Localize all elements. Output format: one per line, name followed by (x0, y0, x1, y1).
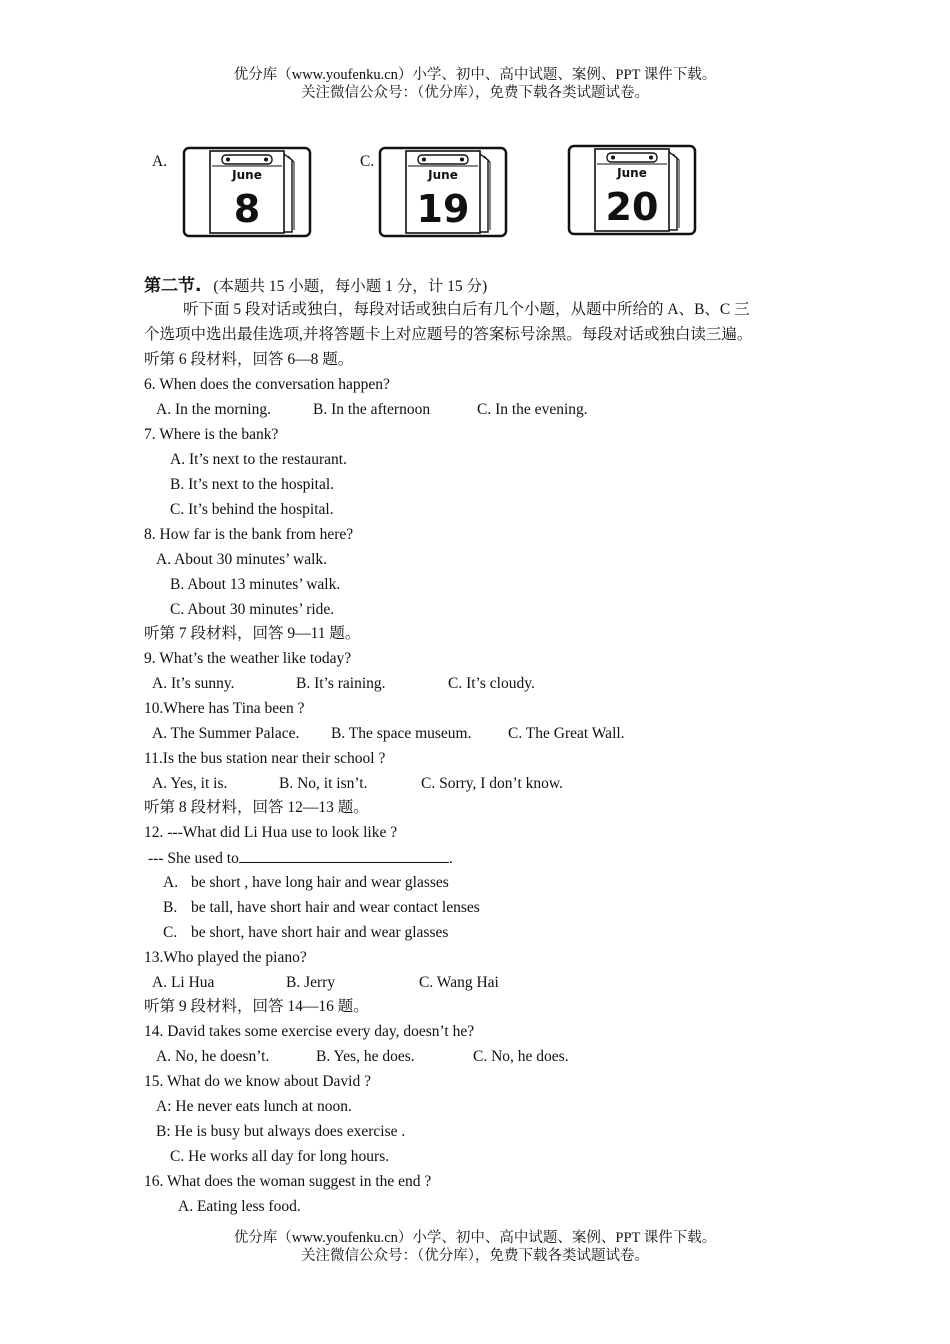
section-2-instructions-line-1: 听下面 5 段对话或独白，每段对话或独白后有几个小题，从题中所给的 A、B、C 三 (183, 301, 750, 318)
calendar-3-day: 20 (605, 185, 659, 229)
question-10-option-c: C. The Great Wall. (508, 725, 625, 742)
calendar-1-month: June (232, 168, 262, 182)
question-12-reply-prefix: --- She used to (148, 850, 239, 867)
section-2-heading (144, 276, 487, 297)
calendar-option-c-label: C. (360, 153, 375, 170)
question-9-option-c: C. It’s cloudy. (448, 675, 535, 692)
calendar-2-day: 19 (416, 187, 470, 231)
question-12-reply (148, 848, 453, 869)
question-6-option-b: B. In the afternoon (313, 401, 431, 418)
section-2-instructions-line-2: 个选项中选出最佳选项,并将答题卡上对应题号的答案标号涂黑。每段对话或独白读三遍。 (144, 326, 753, 343)
question-12-option-a: be short , have long hair and wear glasses (191, 874, 449, 891)
passage-7-intro: 听第 7 段材料，回答 9—11 题。 (144, 625, 361, 642)
question-12-option-a-label: A. (163, 874, 179, 891)
question-7-option-b: B. It’s next to the hospital. (170, 476, 335, 493)
question-16-option-a: A. Eating less food. (178, 1198, 301, 1215)
question-12-option-c: be short, have short hair and wear glasses (191, 924, 449, 941)
question-13-option-a: A. Li Hua (152, 974, 215, 991)
question-12-option-c-label: C. (163, 924, 178, 941)
question-6-stem: 6. When does the conversation happen? (144, 376, 390, 393)
calendar-june-8-icon (182, 146, 312, 238)
question-11-option-b: B. No, it isn’t. (279, 775, 368, 792)
section-2-title: 第二节. (144, 276, 202, 296)
question-13-option-b: B. Jerry (286, 974, 336, 991)
question-6-option-a: A. In the morning. (156, 401, 271, 418)
question-11-stem: 11.Is the bus station near their school ? (144, 750, 386, 767)
question-9-option-a: A. It’s sunny. (152, 675, 235, 692)
question-12-option-b: be tall, have short hair and wear contact lenses (191, 899, 480, 916)
page-header (0, 66, 950, 102)
question-7-option-a: A. It’s next to the restaurant. (170, 451, 347, 468)
question-15-option-b: B: He is busy but always does exercise . (156, 1123, 406, 1140)
passage-8-intro: 听第 8 段材料，回答 12—13 题。 (144, 799, 369, 816)
question-11-option-c: C. Sorry, I don’t know. (421, 775, 563, 792)
question-10-stem: 10.Where has Tina been ? (144, 700, 305, 717)
question-14-option-b: B. Yes, he does. (316, 1048, 415, 1065)
question-13-option-c: C. Wang Hai (419, 974, 499, 991)
question-15-stem: 15. What do we know about David ? (144, 1073, 371, 1090)
question-7-option-c: C. It’s behind the hospital. (170, 501, 334, 518)
question-15-option-c: C. He works all day for long hours. (170, 1148, 390, 1165)
passage-6-intro: 听第 6 段材料，回答 6—8 题。 (144, 351, 354, 368)
question-8-option-b: B. About 13 minutes’ walk. (170, 576, 341, 593)
page-footer (0, 1229, 950, 1265)
footer-line-2: 关注微信公众号：（优分库），免费下载各类试题试卷。 (301, 1248, 649, 1264)
question-12-answer-blank (239, 848, 449, 863)
calendar-june-19-icon (378, 146, 508, 238)
question-13-stem: 13.Who played the piano? (144, 949, 307, 966)
calendar-1-day: 8 (233, 187, 261, 231)
section-2-note: (本题共 15 小题，每小题 1 分，计 15 分) (213, 278, 488, 295)
question-6-option-c: C. In the evening. (477, 401, 588, 418)
question-11-option-a: A. Yes, it is. (152, 775, 228, 792)
question-16-stem: 16. What does the woman suggest in the end ? (144, 1173, 432, 1190)
question-7-stem: 7. Where is the bank? (144, 426, 279, 443)
question-14-option-a: A. No, he doesn’t. (156, 1048, 270, 1065)
footer-line-1: 优分库（www.youfenku.cn）小学、初中、高中试题、案例、PPT 课件下载。 (233, 1230, 717, 1246)
question-12-option-b-label: B. (163, 899, 178, 916)
question-8-option-c: C. About 30 minutes’ ride. (170, 601, 335, 618)
header-line-2: 关注微信公众号：（优分库），免费下载各类试题试卷。 (301, 85, 649, 101)
question-15-option-a: A: He never eats lunch at noon. (156, 1098, 352, 1115)
question-10-option-b: B. The space museum. (331, 725, 472, 742)
question-14-option-c: C. No, he does. (473, 1048, 569, 1065)
passage-9-intro: 听第 9 段材料，回答 14—16 题。 (144, 998, 369, 1015)
calendar-3-month: June (617, 166, 647, 180)
question-10-option-a: A. The Summer Palace. (152, 725, 300, 742)
question-12-stem: 12. ---What did Li Hua use to look like ? (144, 824, 398, 841)
question-9-stem: 9. What’s the weather like today? (144, 650, 352, 667)
question-14-stem: 14. David takes some exercise every day, doesn’t he? (144, 1023, 475, 1040)
calendar-june-20-icon (567, 144, 697, 236)
question-8-stem: 8. How far is the bank from here? (144, 526, 354, 543)
question-8-option-a: A. About 30 minutes’ walk. (156, 551, 328, 568)
question-12-reply-suffix: . (448, 850, 453, 867)
calendar-2-month: June (428, 168, 458, 182)
header-line-1: 优分库（www.youfenku.cn）小学、初中、高中试题、案例、PPT 课件下载。 (233, 67, 717, 83)
question-9-option-b: B. It’s raining. (296, 675, 386, 692)
calendar-option-a-label: A. (152, 153, 168, 170)
